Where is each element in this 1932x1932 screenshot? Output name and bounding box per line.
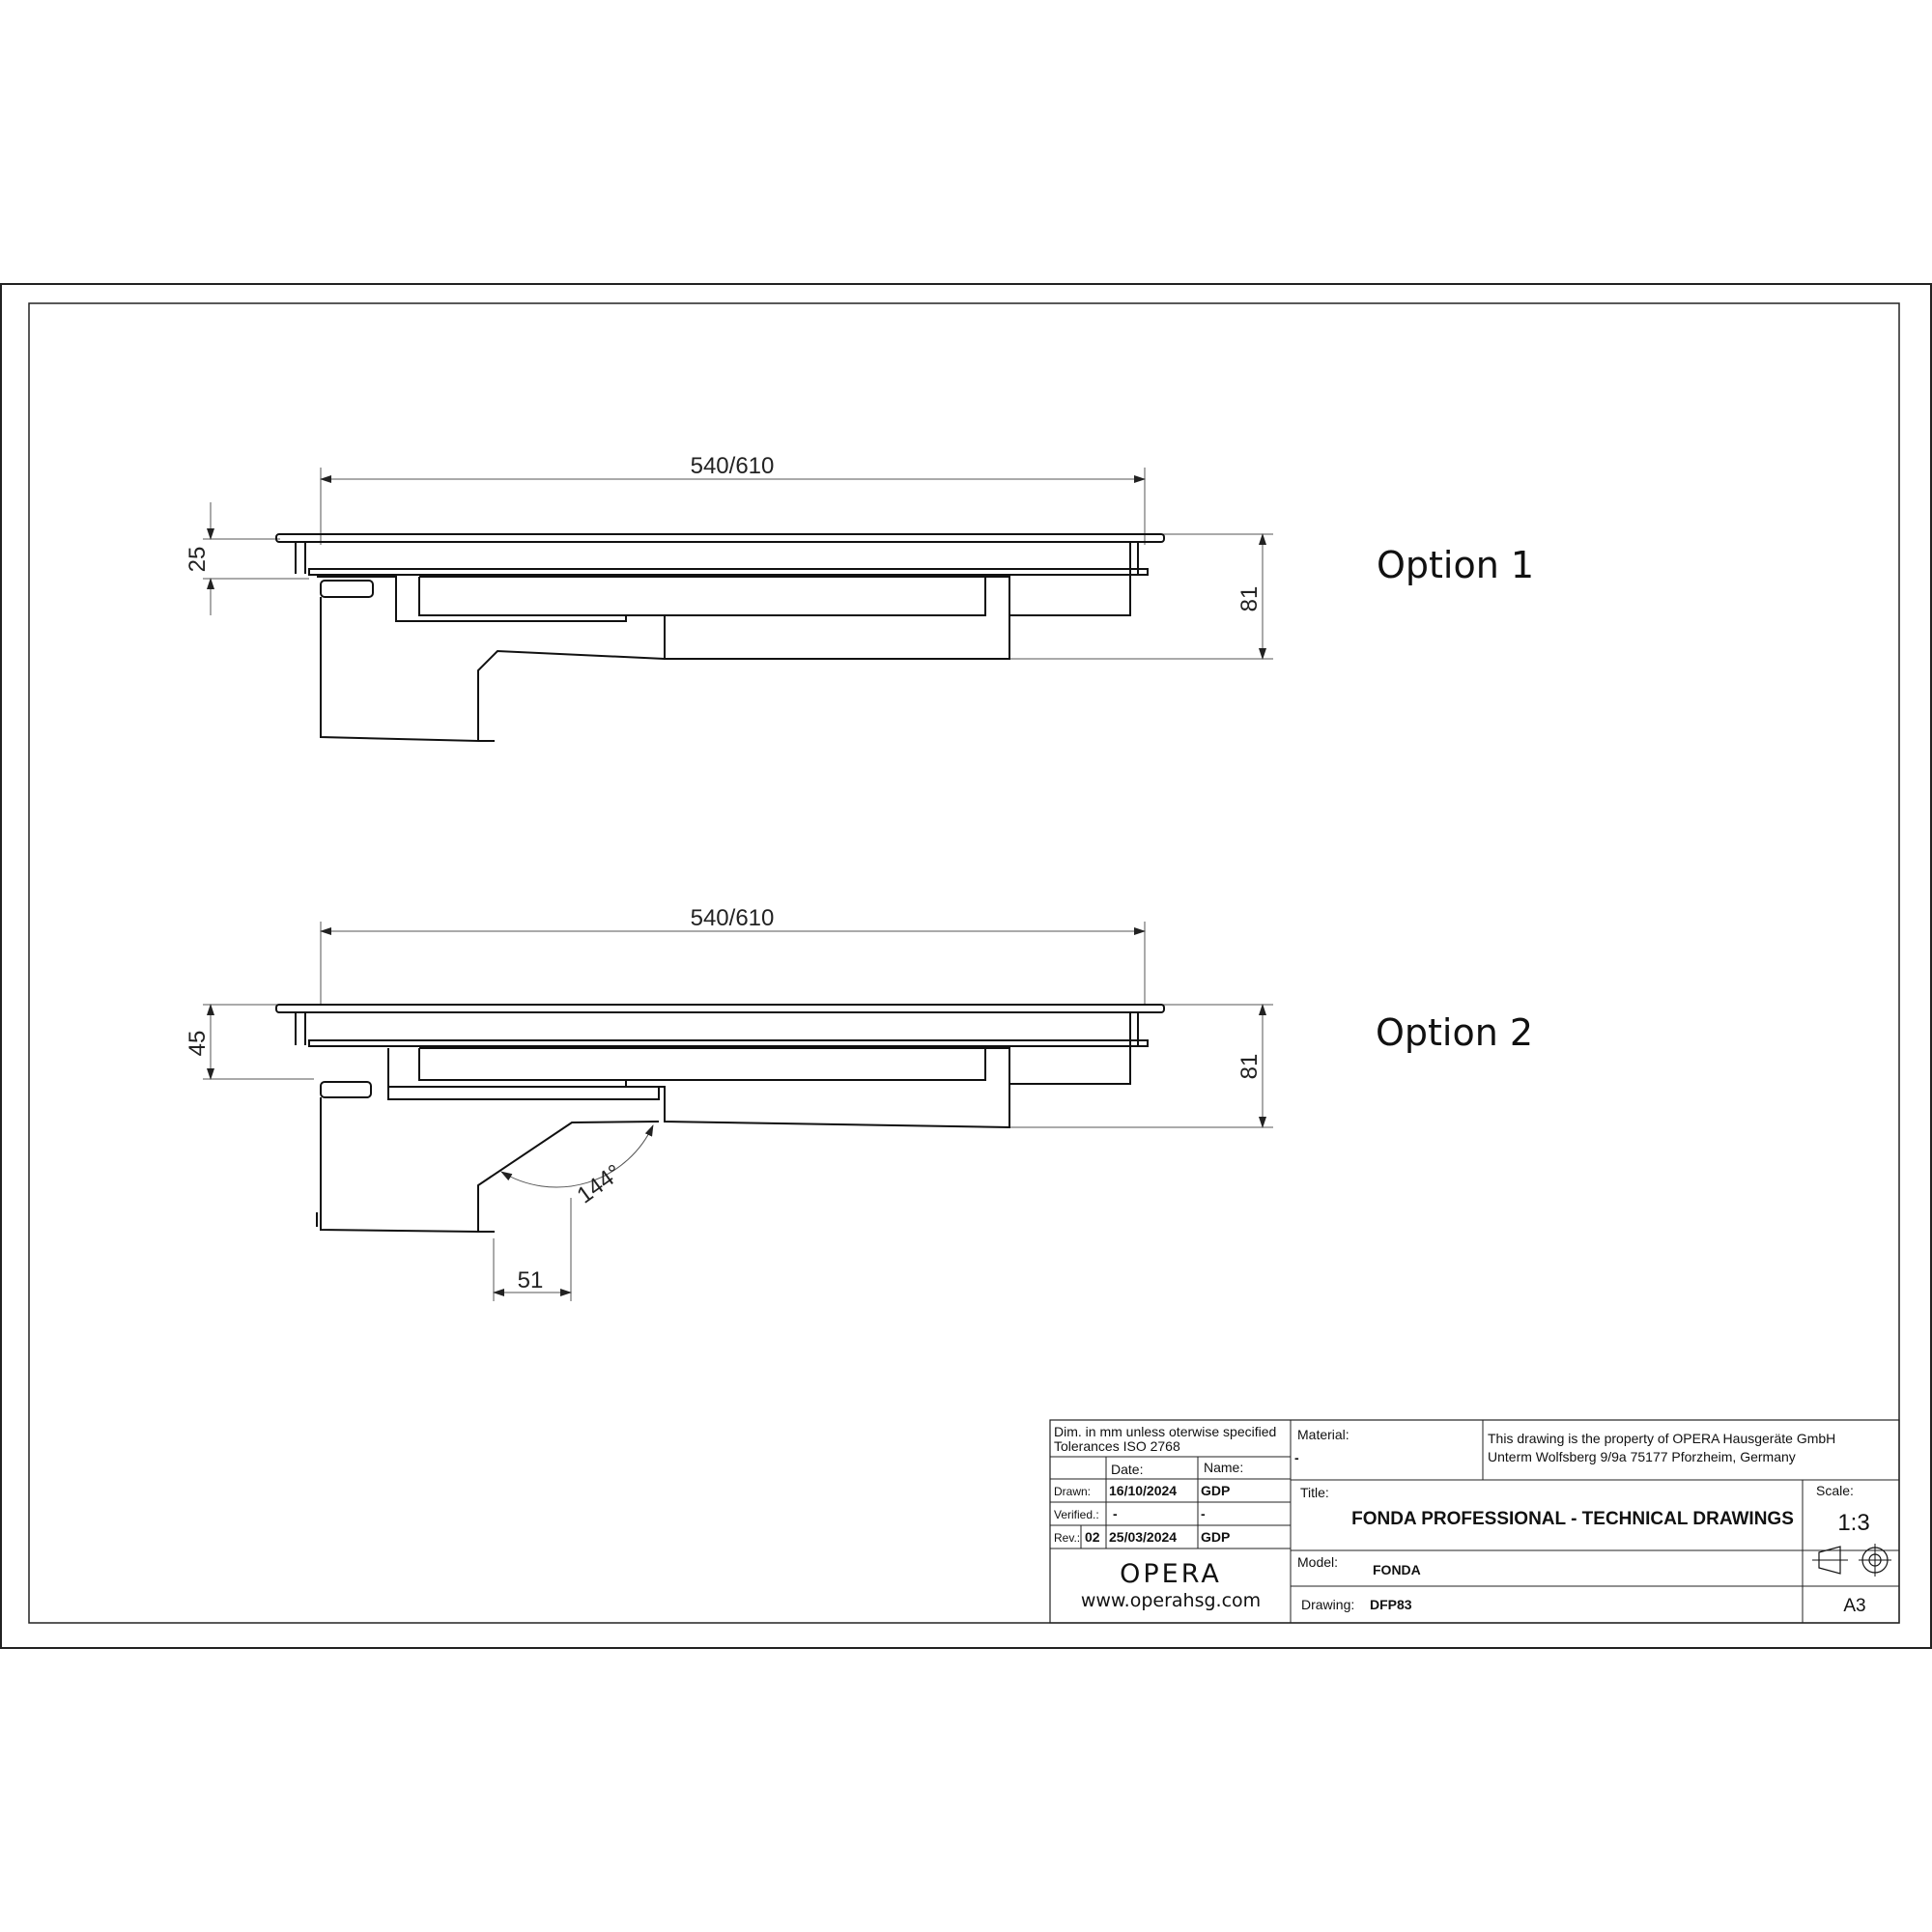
name-header: Name: <box>1204 1460 1244 1475</box>
drawn-label: Drawn: <box>1054 1485 1092 1498</box>
property-line-2: Unterm Wolfsberg 9/9a 75177 Pforzheim, Germany <box>1488 1449 1796 1464</box>
option2-angle-dim: 144° <box>572 1159 627 1209</box>
option1-right-dim: 81 <box>1236 585 1263 612</box>
date-header: Date: <box>1111 1462 1144 1477</box>
option1-left-dim: 25 <box>185 546 211 573</box>
website-url: www.operahsg.com <box>1080 1590 1262 1611</box>
property-line-1: This drawing is the property of OPERA Hausgeräte GmbH <box>1488 1431 1836 1446</box>
drawing-label: Drawing: <box>1301 1597 1355 1612</box>
verified-label: Verified.: <box>1054 1508 1099 1521</box>
scale-label: Scale: <box>1816 1483 1854 1498</box>
dim-note: Dim. in mm unless oterwise specified <box>1054 1424 1277 1439</box>
scale-value: 1:3 <box>1837 1510 1870 1536</box>
projection-symbol-icon <box>1812 1544 1891 1577</box>
rev-number: 02 <box>1085 1529 1100 1545</box>
model-label: Model: <box>1297 1554 1339 1570</box>
drawing-title: FONDA PROFESSIONAL - TECHNICAL DRAWINGS <box>1351 1509 1794 1529</box>
option2-bottom-dim: 51 <box>517 1267 544 1293</box>
option2-right-dim: 81 <box>1236 1053 1263 1080</box>
option1-label: Option 1 <box>1377 544 1535 586</box>
option2-left-dim: 45 <box>185 1030 211 1057</box>
sheet-size: A3 <box>1843 1596 1866 1616</box>
drawn-date: 16/10/2024 <box>1109 1483 1178 1498</box>
rev-name: GDP <box>1201 1529 1231 1545</box>
model-value: FONDA <box>1373 1562 1421 1577</box>
verified-name: - <box>1201 1506 1206 1521</box>
option2-label: Option 2 <box>1376 1011 1534 1054</box>
material-label: Material: <box>1297 1427 1350 1442</box>
rev-label: Rev.: <box>1054 1531 1081 1545</box>
title-block <box>1050 1420 1899 1623</box>
material-value: - <box>1294 1450 1299 1465</box>
option1-view <box>185 453 1273 741</box>
rev-date: 25/03/2024 <box>1109 1529 1178 1545</box>
option2-view <box>185 905 1273 1301</box>
option1-width-dim: 540/610 <box>690 453 775 479</box>
tolerances-note: Tolerances ISO 2768 <box>1054 1438 1180 1454</box>
title-label: Title: <box>1300 1485 1329 1500</box>
option2-width-dim: 540/610 <box>690 905 775 931</box>
opera-logo: OPERA <box>1120 1559 1222 1589</box>
drawing-number: DFP83 <box>1370 1597 1412 1612</box>
verified-date: - <box>1113 1506 1118 1521</box>
drawn-name: GDP <box>1201 1483 1231 1498</box>
